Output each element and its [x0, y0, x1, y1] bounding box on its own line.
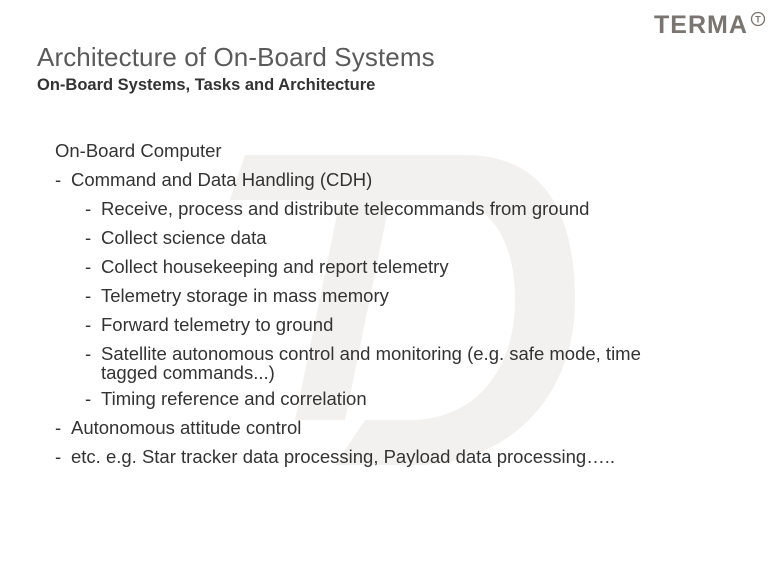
list-item: - Command and Data Handling (CDH)	[55, 169, 373, 190]
terma-logo	[654, 10, 766, 44]
list-heading: On-Board Computer	[55, 140, 222, 161]
list-item: - etc. e.g. Star tracker data processing, Payload data processing…..	[55, 446, 615, 467]
list-subitem: - Forward telemetry to ground	[85, 314, 334, 335]
list-subitem: - Timing reference and correlation	[85, 388, 367, 409]
list-subitem: - Telemetry storage in mass memory	[85, 285, 389, 306]
list-item: - Autonomous attitude control	[55, 417, 302, 438]
list-subitem: - Collect housekeeping and report telemetry	[85, 256, 449, 277]
logo-circle-mark-icon	[750, 11, 766, 27]
list-subitem-continuation: tagged commands...)	[101, 362, 275, 383]
slide-subtitle: On-Board Systems, Tasks and Architecture	[37, 76, 376, 94]
list-subitem: - Satellite autonomous control and monitoring (e.g. safe mode, time	[85, 343, 641, 364]
svg-text:T: T	[755, 14, 761, 25]
logo-wordmark: TERMA	[654, 11, 748, 39]
slide-title: Architecture of On-Board Systems	[37, 42, 435, 72]
list-subitem: - Receive, process and distribute telecommands from ground	[85, 198, 590, 219]
list-subitem: - Collect science data	[85, 227, 267, 248]
bullet-list	[55, 136, 755, 471]
